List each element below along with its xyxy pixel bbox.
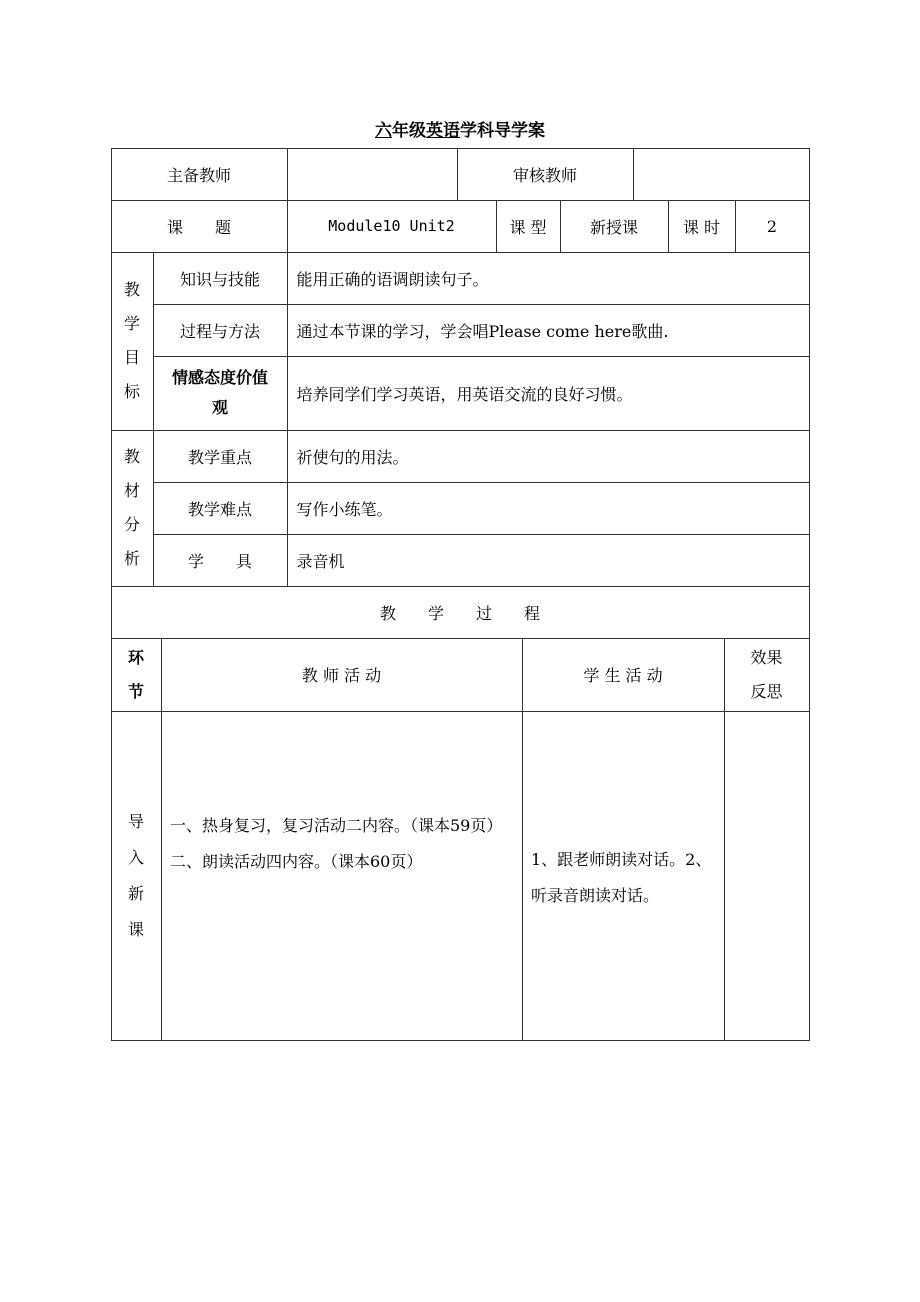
title-part: 英语 [426, 121, 460, 141]
type-label: 课 型 [496, 200, 561, 253]
header-char: 节 [127, 681, 144, 701]
title-part: 学科导学案 [460, 121, 545, 141]
title-part: 年级 [392, 121, 426, 141]
lead-teacher-label: 主备教师 [111, 148, 288, 201]
goal-text: 通过本节课的学习，学会唱Please come here歌曲. [287, 304, 810, 357]
materials-label [111, 430, 154, 587]
hours-label: 课 时 [668, 200, 736, 253]
stage-char: 导 [127, 811, 144, 831]
material-text: 写作小练笔。 [287, 482, 810, 535]
reflection-cell[interactable] [724, 711, 810, 1041]
teacher-activity-text [170, 808, 520, 880]
header-char: 效果 [750, 647, 783, 667]
teacher-activity-header: 教 师 活 动 [161, 638, 523, 712]
goal-text: 能用正确的语调朗读句子。 [287, 252, 810, 305]
document-title [0, 116, 920, 141]
material-name: 学 具 [153, 534, 288, 587]
reviewer-field[interactable] [633, 148, 810, 201]
material-text: 录音机 [287, 534, 810, 587]
stage-char: 新 [127, 883, 144, 903]
header-char: 环 [127, 647, 144, 667]
student-activity-text: 1、跟老师朗读对话。2、听录音朗读对话。 [531, 850, 712, 905]
label-char: 目 [123, 348, 140, 367]
topic-value: Module10 Unit2 [287, 200, 497, 253]
type-value: 新授课 [560, 200, 669, 253]
reflection-header [724, 638, 810, 712]
goal-name: 过程与方法 [153, 304, 288, 357]
material-name: 教学难点 [153, 482, 288, 535]
label-char: 标 [123, 382, 140, 401]
process-heading: 教 学 过 程 [111, 586, 810, 639]
title-part: 六 [375, 121, 392, 141]
goals-label [111, 252, 154, 431]
goal-name: 情感态度价值观 [153, 356, 288, 431]
teacher-line: 一、热身复习，复习活动二内容。（课本59页） [170, 816, 503, 835]
stage-char: 入 [127, 847, 144, 867]
stage-header [111, 638, 162, 712]
stage-char: 课 [127, 919, 144, 939]
goal-text: 培养同学们学习英语，用英语交流的良好习惯。 [287, 356, 810, 431]
header-char: 反思 [750, 681, 783, 701]
material-text: 祈使句的用法。 [287, 430, 810, 483]
lead-teacher-field[interactable] [287, 148, 458, 201]
label-char: 学 [123, 314, 140, 333]
label-char: 教 [123, 280, 140, 299]
hours-value: 2 [735, 200, 810, 253]
label-char: 析 [123, 549, 140, 568]
reviewer-label: 审核教师 [457, 148, 634, 201]
label-char: 材 [123, 481, 140, 500]
material-name: 教学重点 [153, 430, 288, 483]
label-char: 教 [123, 447, 140, 466]
label-char: 分 [123, 515, 140, 534]
goal-name: 知识与技能 [153, 252, 288, 305]
stage-cell [111, 711, 162, 1041]
student-activity-header: 学 生 活 动 [522, 638, 725, 712]
topic-label: 课 题 [111, 200, 288, 253]
teacher-line: 二、朗读活动四内容。（课本60页） [170, 852, 423, 871]
